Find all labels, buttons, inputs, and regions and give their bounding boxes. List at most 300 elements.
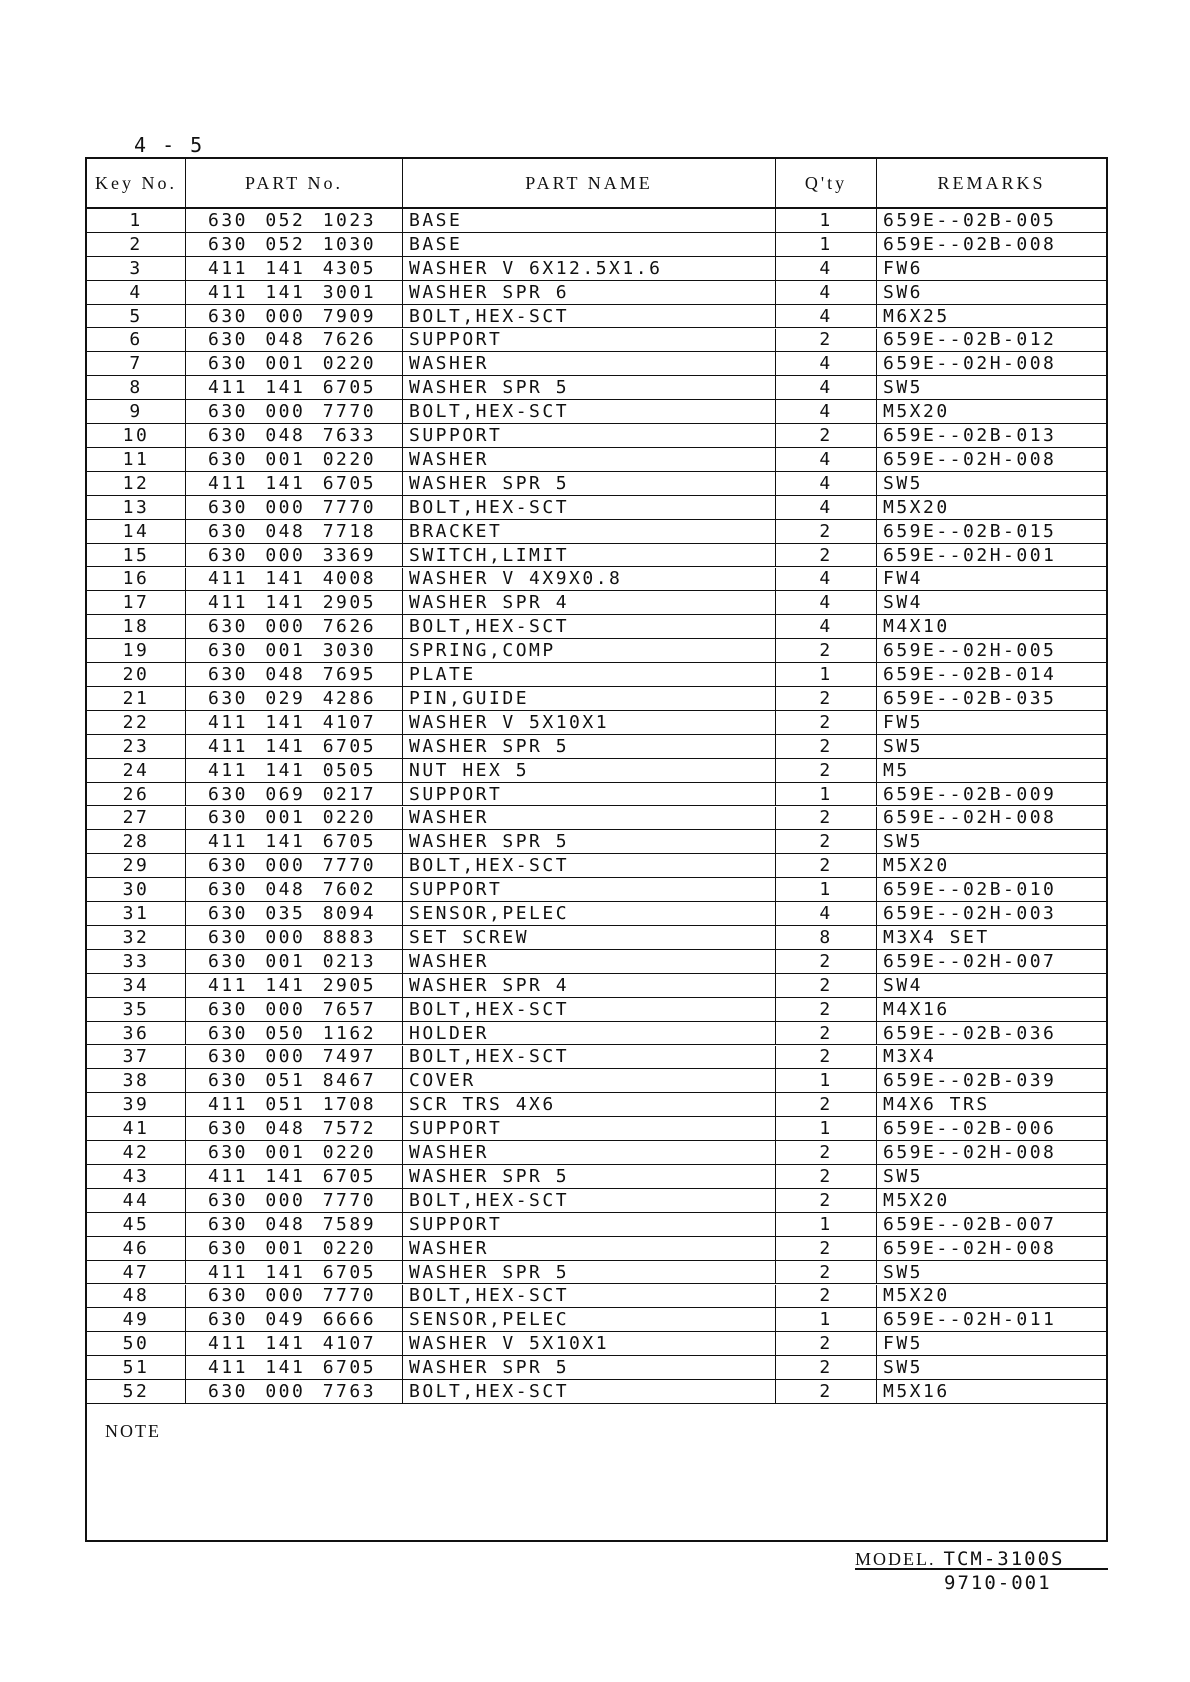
table-row [87,687,1106,711]
cell-part-name: BRACKET [403,520,776,543]
table-row [87,1189,1106,1213]
cell-part-name: SUPPORT [403,329,776,352]
cell-qty: 2 [776,1046,877,1069]
cell-part-name: SENSOR,PELEC [403,902,776,925]
cell-remarks: 659E--02H-008 [883,1237,1057,1259]
cell-qty: 4 [776,305,877,328]
cell-qty: 2 [776,735,877,758]
cell-part-no: 411 141 6705 [186,1356,403,1379]
cell-key-no: 6 [87,329,186,352]
table-row [87,1022,1106,1046]
cell-qty: 1 [776,233,877,256]
header-remarks: REMARKS [937,172,1046,193]
cell-qty: 2 [776,639,877,662]
cell-qty: 2 [776,1285,877,1308]
cell-qty: 4 [776,257,877,280]
cell-key-no: 5 [87,305,186,328]
cell-key-no: 14 [87,520,186,543]
table-row [87,663,1106,687]
cell-part-name: PIN,GUIDE [403,687,776,710]
cell-part-no: 630 000 7770 [186,1285,403,1308]
cell-part-name: WASHER V 5X10X1 [403,1332,776,1355]
model-value: TCM-3100S [943,1548,1065,1570]
table-row [87,400,1106,424]
cell-part-name: SUPPORT [403,1117,776,1140]
cell-part-no: 411 141 4305 [186,257,403,280]
cell-remarks: FW6 [883,257,924,279]
cell-remarks: 659E--02H-003 [883,903,1057,925]
cell-remarks: 659E--02B-009 [883,783,1057,805]
cell-qty: 4 [776,281,877,304]
cell-key-no: 45 [87,1213,186,1236]
cell-key-no: 33 [87,950,186,973]
cell-part-no: 630 000 8883 [186,926,403,949]
cell-part-no: 630 000 7497 [186,1046,403,1069]
cell-qty: 4 [776,568,877,591]
table-row [87,950,1106,974]
cell-key-no: 39 [87,1093,186,1116]
cell-remarks: M3X4 [883,1046,937,1068]
cell-part-name: SUPPORT [403,424,776,447]
cell-remarks: 659E--02B-005 [883,209,1057,231]
cell-remarks: M5X16 [883,1381,950,1403]
cell-remarks: 659E--02H-005 [883,640,1057,662]
cell-key-no: 48 [87,1285,186,1308]
cell-part-name: WASHER SPR 5 [403,735,776,758]
cell-qty: 4 [776,448,877,471]
cell-part-no: 411 141 4107 [186,711,403,734]
cell-qty: 2 [776,1356,877,1379]
cell-qty: 4 [776,615,877,638]
table-row [87,329,1106,353]
cell-part-no: 630 048 7602 [186,878,403,901]
cell-part-name: BOLT,HEX-SCT [403,998,776,1021]
table-row [87,878,1106,902]
cell-remarks: M4X16 [883,998,950,1020]
cell-part-name: BASE [403,209,776,232]
cell-qty: 2 [776,998,877,1021]
cell-part-no: 411 141 4008 [186,568,403,591]
cell-part-no: 630 000 7763 [186,1380,403,1403]
cell-qty: 2 [776,1332,877,1355]
cell-part-name: COVER [403,1069,776,1092]
table-row [87,448,1106,472]
cell-part-no: 630 000 7626 [186,615,403,638]
cell-qty: 1 [776,1213,877,1236]
page-number: 4 - 5 [134,133,205,157]
cell-part-name: WASHER [403,950,776,973]
cell-remarks: SW5 [883,735,924,757]
table-row [87,735,1106,759]
cell-key-no: 47 [87,1261,186,1284]
cell-part-no: 630 000 7657 [186,998,403,1021]
cell-remarks: FW4 [883,568,924,590]
cell-key-no: 7 [87,352,186,375]
cell-part-name: WASHER SPR 4 [403,974,776,997]
cell-qty: 2 [776,544,877,567]
cell-key-no: 9 [87,400,186,423]
cell-remarks: SW6 [883,281,924,303]
table-row [87,1213,1106,1237]
cell-key-no: 52 [87,1380,186,1403]
cell-part-name: BOLT,HEX-SCT [403,854,776,877]
cell-part-no: 630 050 1162 [186,1022,403,1045]
cell-part-name: SUPPORT [403,878,776,901]
table-row [87,759,1106,783]
cell-qty: 2 [776,1261,877,1284]
table-row [87,998,1106,1022]
cell-remarks: M4X6 TRS [883,1094,990,1116]
header-part-name: PART NAME [403,159,776,207]
cell-qty: 1 [776,209,877,232]
cell-part-no: 630 048 7626 [186,329,403,352]
cell-qty: 2 [776,759,877,782]
cell-qty: 2 [776,1093,877,1116]
table-row [87,926,1106,950]
cell-qty: 4 [776,591,877,614]
cell-key-no: 32 [87,926,186,949]
cell-key-no: 50 [87,1332,186,1355]
cell-remarks: SW5 [883,1165,924,1187]
cell-remarks: SW5 [883,1357,924,1379]
cell-remarks: FW5 [883,1333,924,1355]
cell-part-no: 630 000 7770 [186,1189,403,1212]
cell-part-no: 630 051 8467 [186,1069,403,1092]
table-row [87,1117,1106,1141]
cell-remarks: SW5 [883,472,924,494]
cell-remarks: 659E--02B-036 [883,1022,1057,1044]
table-row [87,639,1106,663]
cell-qty: 2 [776,329,877,352]
cell-part-no: 630 048 7589 [186,1213,403,1236]
cell-remarks: 659E--02B-006 [883,1118,1057,1140]
cell-key-no: 43 [87,1165,186,1188]
cell-part-name: WASHER [403,352,776,375]
table-row [87,472,1106,496]
cell-key-no: 30 [87,878,186,901]
table-row [87,1261,1106,1285]
cell-part-no: 630 001 0220 [186,1237,403,1260]
cell-remarks: 659E--02H-008 [883,807,1057,829]
cell-part-no: 411 141 3001 [186,281,403,304]
table-row [87,281,1106,305]
cell-key-no: 18 [87,615,186,638]
cell-remarks: SW5 [883,831,924,853]
cell-part-name: SPRING,COMP [403,639,776,662]
cell-part-name: WASHER SPR 6 [403,281,776,304]
cell-remarks: M6X25 [883,305,950,327]
cell-qty: 4 [776,352,877,375]
cell-part-name: SENSOR,PELEC [403,1308,776,1331]
table-row [87,1046,1106,1070]
cell-part-no: 411 141 2905 [186,974,403,997]
table-row [87,1285,1106,1309]
cell-part-no: 630 001 0220 [186,448,403,471]
cell-key-no: 12 [87,472,186,495]
cell-part-name: BOLT,HEX-SCT [403,1285,776,1308]
cell-part-name: SCR TRS 4X6 [403,1093,776,1116]
header-key-no: Key No. [87,159,186,207]
cell-remarks: 659E--02H-011 [883,1309,1057,1331]
cell-key-no: 46 [87,1237,186,1260]
cell-part-name: SET SCREW [403,926,776,949]
cell-part-name: BOLT,HEX-SCT [403,1380,776,1403]
cell-part-no: 630 001 3030 [186,639,403,662]
table-row [87,854,1106,878]
cell-key-no: 28 [87,830,186,853]
table-row [87,1141,1106,1165]
table-row [87,974,1106,998]
cell-part-no: 630 000 7770 [186,854,403,877]
cell-qty: 2 [776,1380,877,1403]
table-header [87,159,1106,209]
cell-part-name: BOLT,HEX-SCT [403,615,776,638]
table-row [87,1332,1106,1356]
cell-key-no: 15 [87,544,186,567]
cell-part-no: 630 001 0213 [186,950,403,973]
cell-part-name: WASHER SPR 5 [403,830,776,853]
cell-part-name: WASHER [403,448,776,471]
cell-part-name: NUT HEX 5 [403,759,776,782]
cell-part-no: 630 035 8094 [186,902,403,925]
cell-part-name: BOLT,HEX-SCT [403,1046,776,1069]
cell-part-no: 630 052 1030 [186,233,403,256]
cell-remarks: 659E--02H-001 [883,544,1057,566]
cell-part-name: WASHER SPR 5 [403,1261,776,1284]
cell-qty: 2 [776,830,877,853]
cell-qty: 4 [776,902,877,925]
cell-part-no: 630 000 7770 [186,400,403,423]
cell-part-name: SUPPORT [403,1213,776,1236]
cell-remarks: 659E--02B-015 [883,520,1057,542]
cell-part-no: 411 141 6705 [186,830,403,853]
model-label: MODEL. [855,1549,936,1569]
cell-key-no: 42 [87,1141,186,1164]
cell-part-no: 411 141 6705 [186,1261,403,1284]
cell-part-no: 630 069 0217 [186,783,403,806]
cell-qty: 2 [776,1165,877,1188]
cell-part-no: 630 048 7718 [186,520,403,543]
cell-remarks: SW5 [883,377,924,399]
cell-key-no: 34 [87,974,186,997]
cell-qty: 4 [776,496,877,519]
cell-key-no: 35 [87,998,186,1021]
cell-key-no: 38 [87,1069,186,1092]
cell-remarks: M5X20 [883,1189,950,1211]
cell-remarks: 659E--02B-013 [883,425,1057,447]
cell-part-no: 630 001 0220 [186,1141,403,1164]
cell-qty: 2 [776,424,877,447]
table-row [87,305,1106,329]
cell-qty: 1 [776,1069,877,1092]
table-row [87,1069,1106,1093]
table-row [87,615,1106,639]
cell-part-name: SWITCH,LIMIT [403,544,776,567]
cell-qty: 2 [776,1141,877,1164]
table-row [87,902,1106,926]
cell-part-no: 630 000 3369 [186,544,403,567]
cell-part-name: BOLT,HEX-SCT [403,305,776,328]
cell-qty: 1 [776,783,877,806]
cell-remarks: M4X10 [883,616,950,638]
table-row [87,233,1106,257]
cell-key-no: 24 [87,759,186,782]
cell-part-no: 411 051 1708 [186,1093,403,1116]
cell-key-no: 21 [87,687,186,710]
cell-remarks: 659E--02H-008 [883,448,1057,470]
cell-qty: 1 [776,1117,877,1140]
cell-remarks: M5X20 [883,855,950,877]
cell-qty: 4 [776,400,877,423]
cell-part-no: 411 141 4107 [186,1332,403,1355]
cell-part-name: WASHER V 5X10X1 [403,711,776,734]
cell-part-name: HOLDER [403,1022,776,1045]
cell-remarks: SW4 [883,974,924,996]
cell-remarks: 659E--02B-008 [883,233,1057,255]
cell-part-no: 630 052 1023 [186,209,403,232]
cell-part-no: 411 141 0505 [186,759,403,782]
cell-remarks: 659E--02H-007 [883,950,1057,972]
cell-part-no: 630 001 0220 [186,352,403,375]
cell-key-no: 3 [87,257,186,280]
cell-remarks: 659E--02H-008 [883,1142,1057,1164]
cell-key-no: 1 [87,209,186,232]
cell-part-no: 411 141 6705 [186,1165,403,1188]
cell-qty: 1 [776,878,877,901]
table-row [87,830,1106,854]
cell-remarks: M5 [883,759,910,781]
table-row [87,1165,1106,1189]
cell-qty: 2 [776,1237,877,1260]
cell-qty: 8 [776,926,877,949]
cell-key-no: 2 [87,233,186,256]
cell-remarks: 659E--02H-008 [883,353,1057,375]
table-row [87,568,1106,592]
table-row [87,257,1106,281]
cell-qty: 4 [776,472,877,495]
cell-key-no: 13 [87,496,186,519]
cell-part-name: BOLT,HEX-SCT [403,400,776,423]
cell-qty: 2 [776,687,877,710]
note-label: NOTE [105,1421,161,1441]
cell-part-name: WASHER V 4X9X0.8 [403,568,776,591]
cell-part-no: 411 141 6705 [186,472,403,495]
table-row [87,424,1106,448]
cell-key-no: 19 [87,639,186,662]
table-row [87,209,1106,233]
cell-part-name: WASHER SPR 5 [403,472,776,495]
cell-part-name: WASHER SPR 4 [403,591,776,614]
cell-part-no: 630 048 7695 [186,663,403,686]
table-row [87,1356,1106,1380]
cell-key-no: 20 [87,663,186,686]
cell-key-no: 10 [87,424,186,447]
cell-qty: 2 [776,974,877,997]
cell-part-no: 630 048 7633 [186,424,403,447]
cell-key-no: 29 [87,854,186,877]
cell-qty: 4 [776,376,877,399]
cell-remarks: 659E--02B-012 [883,329,1057,351]
model-line [855,1548,1108,1570]
cell-part-no: 411 141 6705 [186,376,403,399]
table-row [87,352,1106,376]
table-row [87,807,1106,831]
table-row [87,1380,1106,1404]
cell-key-no: 4 [87,281,186,304]
cell-part-no: 411 141 6705 [186,735,403,758]
table-row [87,544,1106,568]
cell-key-no: 37 [87,1046,186,1069]
table-row [87,1308,1106,1332]
cell-key-no: 44 [87,1189,186,1212]
cell-remarks: M5X20 [883,496,950,518]
cell-key-no: 51 [87,1356,186,1379]
cell-key-no: 31 [87,902,186,925]
cell-remarks: M3X4 SET [883,926,990,948]
cell-remarks: M5X20 [883,1285,950,1307]
table-row [87,783,1106,807]
cell-part-name: WASHER V 6X12.5X1.6 [403,257,776,280]
cell-part-no: 411 141 2905 [186,591,403,614]
document-number: 9710-001 [944,1572,1052,1594]
cell-part-no: 630 048 7572 [186,1117,403,1140]
cell-remarks: 659E--02B-039 [883,1070,1057,1092]
cell-part-no: 630 049 6666 [186,1308,403,1331]
cell-qty: 2 [776,854,877,877]
cell-remarks: SW4 [883,592,924,614]
cell-remarks: SW5 [883,1261,924,1283]
cell-key-no: 16 [87,568,186,591]
cell-part-name: BOLT,HEX-SCT [403,496,776,519]
table-row [87,376,1106,400]
cell-key-no: 22 [87,711,186,734]
cell-qty: 2 [776,520,877,543]
table-row [87,1237,1106,1261]
cell-qty: 2 [776,1189,877,1212]
cell-part-name: WASHER SPR 5 [403,376,776,399]
cell-part-name: WASHER SPR 5 [403,1165,776,1188]
table-row [87,591,1106,615]
cell-part-name: BOLT,HEX-SCT [403,1189,776,1212]
cell-qty: 2 [776,807,877,830]
cell-remarks: M5X20 [883,401,950,423]
cell-key-no: 49 [87,1308,186,1331]
cell-key-no: 23 [87,735,186,758]
cell-part-name: WASHER [403,1141,776,1164]
cell-key-no: 8 [87,376,186,399]
cell-remarks: 659E--02B-007 [883,1213,1057,1235]
cell-part-name: WASHER SPR 5 [403,1356,776,1379]
cell-qty: 1 [776,663,877,686]
cell-part-name: PLATE [403,663,776,686]
cell-part-name: SUPPORT [403,783,776,806]
cell-qty: 2 [776,711,877,734]
table-row [87,1093,1106,1117]
cell-part-name: WASHER [403,807,776,830]
cell-qty: 2 [776,950,877,973]
cell-part-no: 630 029 4286 [186,687,403,710]
cell-qty: 1 [776,1308,877,1331]
cell-key-no: 41 [87,1117,186,1140]
parts-table [85,157,1108,1542]
cell-remarks: 659E--02B-014 [883,664,1057,686]
cell-qty: 2 [776,1022,877,1045]
header-qty: Q'ty [776,159,877,207]
cell-part-no: 630 000 7909 [186,305,403,328]
cell-part-name: BASE [403,233,776,256]
table-row [87,520,1106,544]
cell-key-no: 27 [87,807,186,830]
